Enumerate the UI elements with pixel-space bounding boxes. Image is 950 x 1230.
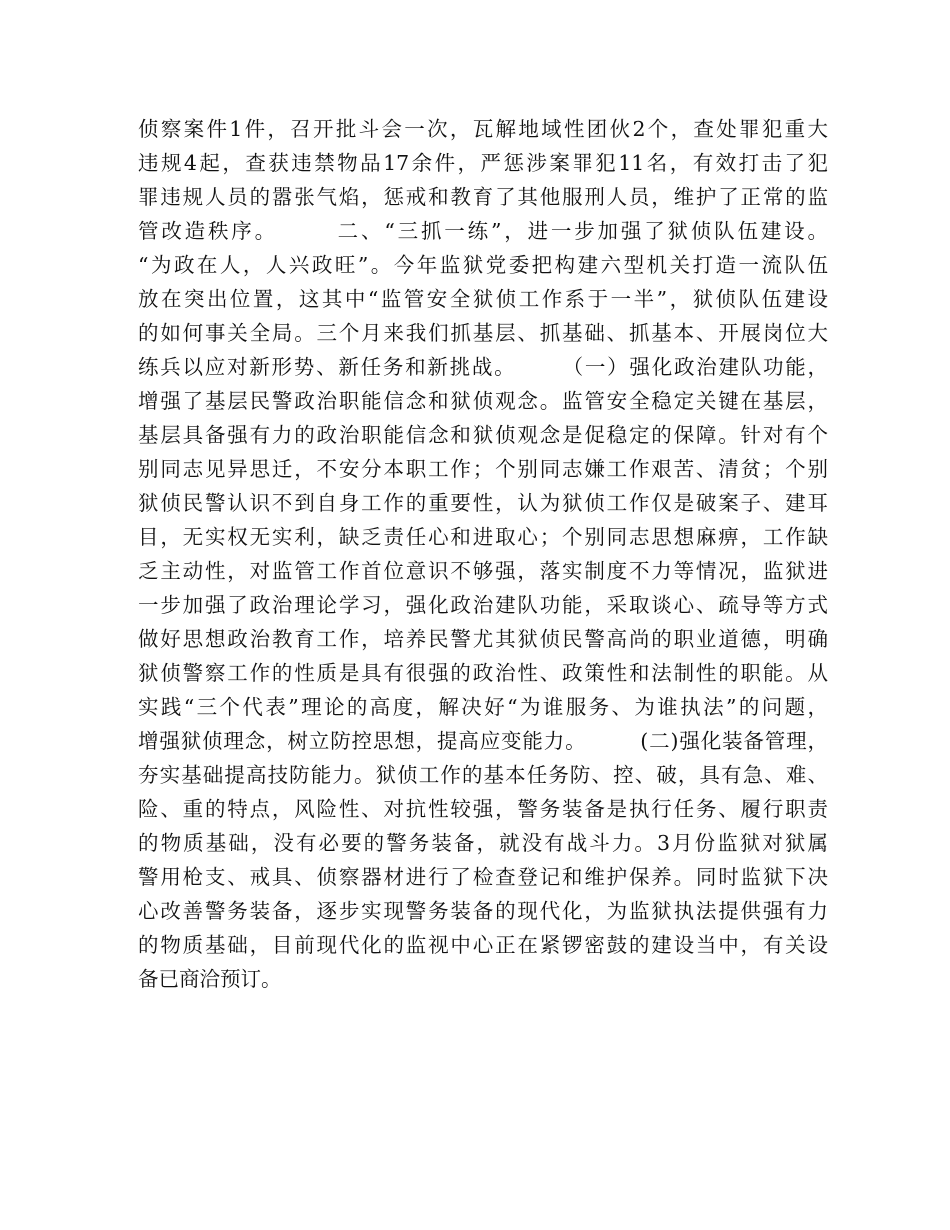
text-line: 夯实基础提高技防能力。狱侦工作的基本任务防、控、破，具有急、难、	[138, 763, 828, 787]
text-line: 放在突出位置，这其中“监管安全狱侦工作系于一半”，狱侦队伍建设	[138, 287, 828, 311]
text-line: 的如何事关全局。三个月来我们抓基层、抓基础、抓基本、开展岗位大	[138, 321, 828, 345]
text-line: 增强了基层民警政治职能信念和狱侦观念。监管安全稳定关键在基层，	[138, 389, 828, 413]
text-line: 狱侦民警认识不到自身工作的重要性，认为狱侦工作仅是破案子、建耳	[138, 491, 828, 515]
text-line: 一步加强了政治理论学习，强化政治建队功能，采取谈心、疏导等方式	[138, 593, 828, 617]
body-text	[138, 112, 828, 996]
text-line: 警用枪支、戒具、侦察器材进行了检查登记和维护保养。同时监狱下决	[138, 865, 828, 889]
text-line: 别同志见异思迁，不安分本职工作；个别同志嫌工作艰苦、清贫；个别	[138, 457, 828, 481]
text-line: 乏主动性，对监管工作首位意识不够强，落实制度不力等情况，监狱进	[138, 559, 828, 583]
text-line: 险、重的特点，风险性、对抗性较强，警务装备是执行任务、履行职责	[138, 797, 828, 821]
text-line: 基层具备强有力的政治职能信念和狱侦观念是促稳定的保障。针对有个	[138, 423, 828, 447]
text-line: 增强狱侦理念，树立防控思想，提高应变能力。 (二)强化装备管理，	[138, 729, 828, 753]
text-line: 的物质基础，目前现代化的监视中心正在紧锣密鼓的建设当中，有关设	[138, 933, 828, 957]
text-line: 练兵以应对新形势、新任务和新挑战。 （一）强化政治建队功能，	[138, 355, 828, 379]
text-line: 做好思想政治教育工作，培养民警尤其狱侦民警高尚的职业道德，明确	[138, 627, 828, 651]
text-line: 实践“三个代表”理论的高度，解决好“为谁服务、为谁执法”的问题，	[138, 695, 828, 719]
text-line: 管改造秩序。 二、“三抓一练”，进一步加强了狱侦队伍建设。	[138, 219, 828, 243]
text-line: 违规4起，查获违禁物品17余件，严惩涉案罪犯11名，有效打击了犯	[138, 151, 828, 175]
text-line: 心改善警务装备，逐步实现警务装备的现代化，为监狱执法提供强有力	[138, 899, 828, 923]
text-line: 目，无实权无实利，缺乏责任心和进取心；个别同志思想麻痹，工作缺	[138, 525, 828, 549]
text-line: “为政在人，人兴政旺”。今年监狱党委把构建六型机关打造一流队伍	[138, 253, 828, 277]
text-line: 罪违规人员的嚣张气焰，惩戒和教育了其他服刑人员，维护了正常的监	[138, 185, 828, 209]
text-line: 侦察案件1件，召开批斗会一次，瓦解地域性团伙2个，查处罪犯重大	[138, 117, 828, 141]
text-line: 备已商洽预订。	[138, 967, 282, 991]
text-line: 狱侦警察工作的性质是具有很强的政治性、政策性和法制性的职能。从	[138, 661, 828, 685]
text-line: 的物质基础，没有必要的警务装备，就没有战斗力。3月份监狱对狱属	[138, 831, 828, 855]
